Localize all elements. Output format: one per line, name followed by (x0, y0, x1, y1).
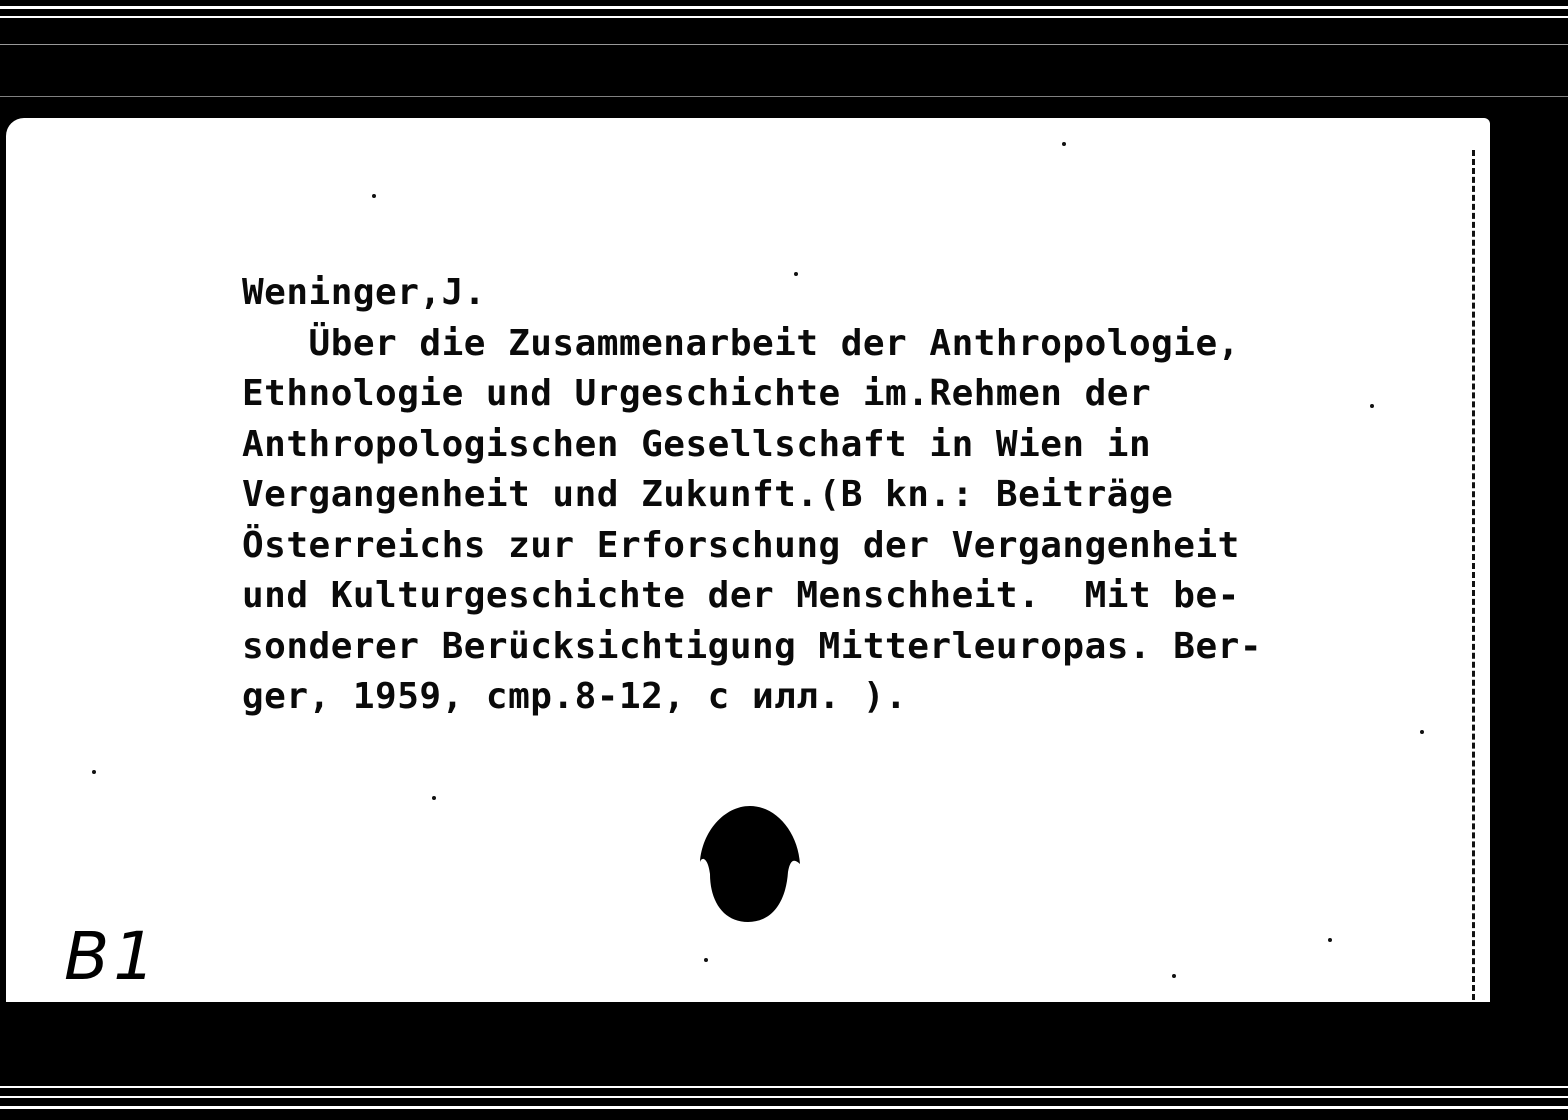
dust-speck (1172, 974, 1176, 978)
handwritten-shelf-mark: B1 (64, 918, 160, 995)
card-right-edge (1472, 150, 1479, 1000)
bottom-border-rule (0, 1106, 1568, 1109)
punch-hole (698, 802, 802, 924)
dust-speck (704, 958, 708, 962)
dust-speck (794, 272, 798, 276)
dust-speck (1420, 730, 1424, 734)
dust-speck (372, 194, 376, 198)
body-line: sonderer Berücksichtigung Mitterleuropas. Ber- (242, 625, 1262, 667)
body-line: Anthropologischen Gesellschaft in Wien in (242, 423, 1152, 465)
body-line: ger, 1959, cmp.8-12, c илл. ). (242, 676, 908, 717)
dust-speck (1370, 404, 1374, 408)
dust-speck (1062, 142, 1066, 146)
dust-speck (432, 796, 436, 800)
body-line: Vergangenheit und Zukunft.(B kn.: Beiträge (242, 474, 1174, 515)
bottom-border-rule (0, 1096, 1568, 1098)
body-line: und Kulturgeschichte der Menschheit. Mit be- (242, 575, 1240, 616)
body-line: Österreichs zur Erforschung der Vergangenheit (242, 524, 1240, 566)
dust-speck (1328, 938, 1332, 942)
top-border-rule (0, 6, 1568, 9)
body-line: Über die Zusammenarbeit der Anthropologie, (242, 322, 1240, 364)
top-border-rule (0, 96, 1568, 97)
card-typed-text (242, 268, 1262, 723)
dust-speck (92, 770, 96, 774)
top-border-rule (0, 44, 1568, 45)
body-line: Ethnologie und Urgeschichte im.Rehmen der (242, 373, 1152, 414)
author-heading: Weninger,J. (242, 272, 486, 313)
top-border-rule (0, 16, 1568, 18)
bottom-border-rule (0, 1086, 1568, 1088)
